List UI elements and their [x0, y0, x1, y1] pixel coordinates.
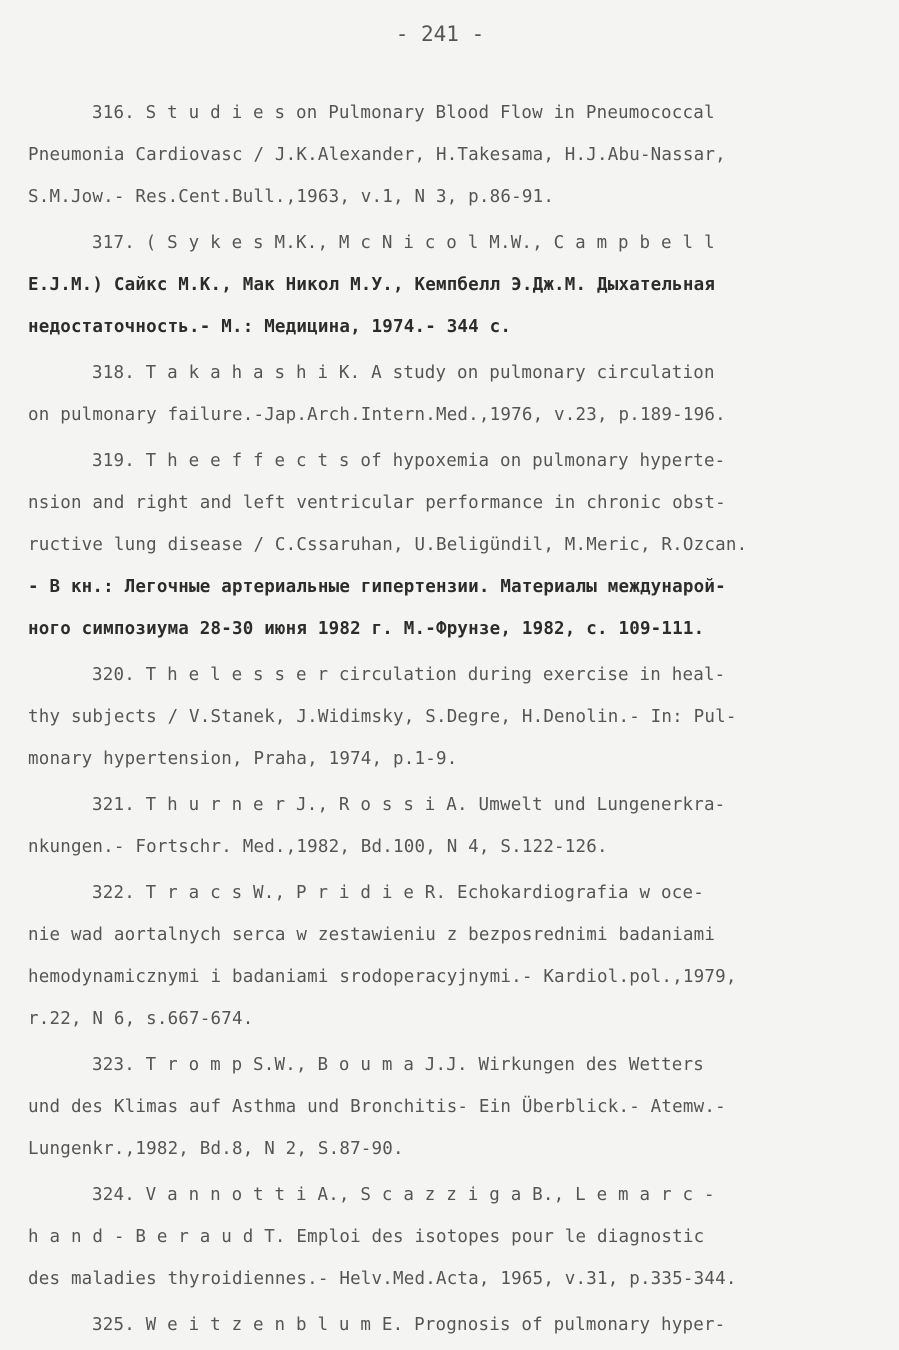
- entry-line: 321. T h u r n e r J., R o s s i A. Umwelt und Lungenerkra-: [92, 795, 726, 815]
- entry-line: 323. T r o m p S.W., B o u m a J.J. Wirkungen des Wetters: [92, 1055, 704, 1075]
- entry-line: 325. W e i t z e n b l u m E. Prognosis of pulmonary hyper-: [92, 1315, 726, 1335]
- entry-line: 318. T a k a h a s h i K. A study on pulmonary circulation: [92, 363, 715, 383]
- entry-line: 320. T h e l e s s e r circulation during exercise in heal-: [92, 665, 726, 685]
- entry-line: nie wad aortalnych serca w zestawieniu z bezposrednimi badaniami: [28, 925, 716, 945]
- entry-line: Lungenkr.,1982, Bd.8, N 2, S.87-90.: [28, 1139, 404, 1159]
- entry-line: ructive lung disease / C.Cssaruhan, U.Beligündil, M.Meric, R.Ozcan.: [28, 535, 748, 555]
- entry-line: monary hypertension, Praha, 1974, p.1-9.: [28, 749, 458, 769]
- entry-line: nsion and right and left ventricular performance in chronic obst-: [28, 493, 726, 513]
- entry-line: und des Klimas auf Asthma und Bronchitis- Ein Überblick.- Atemw.-: [28, 1097, 726, 1117]
- bibliography-entry-317: [28, 222, 866, 348]
- entry-line: недостаточность.- М.: Медицина, 1974.- 344 с.: [28, 317, 512, 337]
- entry-line: 316. S t u d i e s on Pulmonary Blood Flow in Pneumococcal: [92, 103, 715, 123]
- bibliography-entry-324: [28, 1174, 866, 1300]
- entry-line: 319. T h e e f f e c t s of hypoxemia on pulmonary hyperte-: [92, 451, 726, 471]
- entry-line: S.M.Jow.- Res.Cent.Bull.,1963, v.1, N 3, p.86-91.: [28, 187, 555, 207]
- entry-line: r.22, N 6, s.667-674.: [28, 1009, 254, 1029]
- entry-line: E.J.M.) Сайкс М.К., Мак Никол М.У., Кемпбелл Э.Дж.М. Дыхательная: [28, 275, 716, 295]
- bibliography-entry-323: [28, 1044, 866, 1170]
- bibliography-entry-322: [28, 872, 866, 1040]
- bibliography-entry-318: [28, 352, 866, 436]
- bibliography-entry-320: [28, 654, 866, 780]
- entry-line: ного симпозиума 28-30 июня 1982 г. М.-Фрунзе, 1982, с. 109-111.: [28, 619, 705, 639]
- entry-line: des maladies thyroidiennes.- Helv.Med.Acta, 1965, v.31, p.335-344.: [28, 1269, 737, 1289]
- entry-line: 324. V a n n o t t i A., S c a z z i g a B., L e m a r c -: [92, 1185, 715, 1205]
- bibliography-entry-316: [28, 92, 866, 218]
- bibliography-entry-325: [28, 1304, 866, 1346]
- entry-line: nkungen.- Fortschr. Med.,1982, Bd.100, N 4, S.122-126.: [28, 837, 608, 857]
- bibliography-entry-321: [28, 784, 866, 868]
- bibliography-list: [28, 92, 866, 1350]
- bibliography-entry-319: [28, 440, 866, 650]
- entry-line: 317. ( S y k e s M.K., M c N i c o l M.W., C a m p b e l l: [92, 233, 715, 253]
- entry-line: on pulmonary failure.-Jap.Arch.Intern.Med.,1976, v.23, p.189-196.: [28, 405, 726, 425]
- page-number: - 241 -: [395, 22, 485, 46]
- entry-line: h a n d - B e r a u d T. Emploi des isotopes pour le diagnostic: [28, 1227, 705, 1247]
- entry-line: - В кн.: Легочные артериальные гипертензии. Материалы междунарой-: [28, 577, 726, 597]
- entry-line: thy subjects / V.Stanek, J.Widimsky, S.Degre, H.Denolin.- In: Pul-: [28, 707, 737, 727]
- entry-line: hemodynamicznymi i badaniami srodoperacyjnymi.- Kardiol.pol.,1979,: [28, 967, 737, 987]
- entry-line: 322. T r a c s W., P r i d i e R. Echokardiografia w oce-: [92, 883, 704, 903]
- entry-line: Pneumonia Cardiovasc / J.K.Alexander, H.Takesama, H.J.Abu-Nassar,: [28, 145, 726, 165]
